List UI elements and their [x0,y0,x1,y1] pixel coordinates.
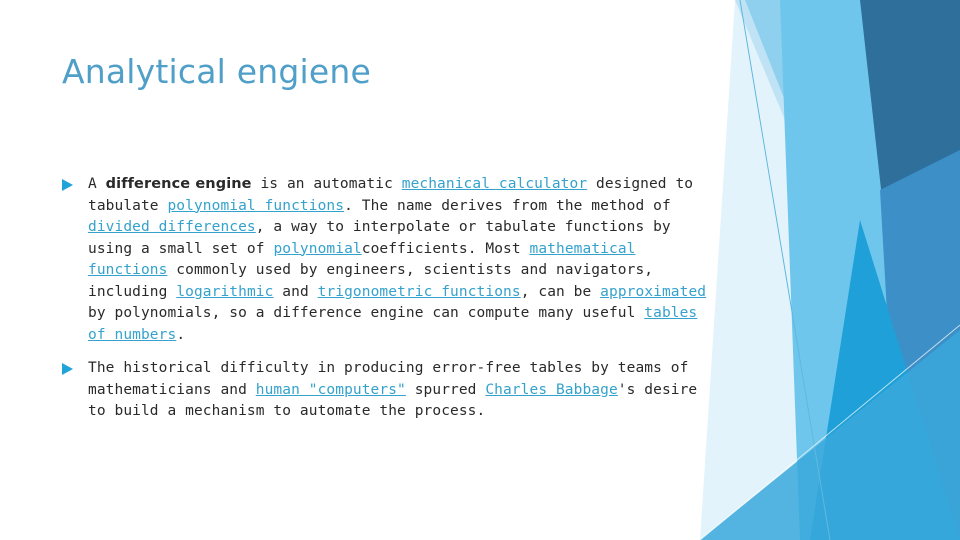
link-mechanical-calculator[interactable]: mechanical calculator [401,176,588,192]
slide-title: Analytical engiene [62,52,371,91]
bullet-list [62,174,722,435]
bullet-text [88,358,722,423]
text-run: spurred [405,381,486,398]
text-run: designed to tabulate [88,176,694,214]
text-run: and [273,283,318,300]
link-logarithmic[interactable]: logarithmic [176,283,274,300]
text-run: coefficients. Most [361,240,530,257]
link-polynomial-functions[interactable]: polynomial functions [167,197,345,214]
text-run: . [176,326,186,343]
text-run: commonly used by engineers, scientists and navigators, including [88,262,654,300]
bullet-text [88,174,722,346]
text-run: A [88,176,106,192]
text-run: 's desire to build a mechanism to automate the process. [88,381,698,419]
text-run: The historical difficulty in producing error-free tables by teams of mathematicians and [88,360,689,398]
link-charles-babbage[interactable]: Charles Babbage [485,381,618,398]
link-tables-of-numbers[interactable]: tables of numbers [88,305,698,343]
bullet-item [62,358,722,423]
triangle-bullet-icon [62,179,73,191]
link-human-computers[interactable]: human "computers" [255,381,406,398]
text-run: . The name derives from the method of [344,197,671,214]
bold-term: difference engine [105,176,252,192]
text-run: is an automatic [251,176,402,192]
link-mathematical-functions[interactable]: mathematical functions [88,240,636,278]
triangle-bullet-icon [62,363,73,375]
text-run: , a way to interpolate or tabulate functions by using a small set of [88,219,671,257]
text-run: by polynomials, so a difference engine can compute many useful [88,305,645,321]
text-run: , can be [520,283,601,300]
bullet-item [62,174,722,346]
link-polynomial[interactable]: polynomial [273,240,362,257]
link-trigonometric-functions[interactable]: trigonometric functions [317,283,521,300]
link-approximated[interactable]: approximated [600,283,707,300]
link-divided-differences[interactable]: divided differences [88,219,256,235]
